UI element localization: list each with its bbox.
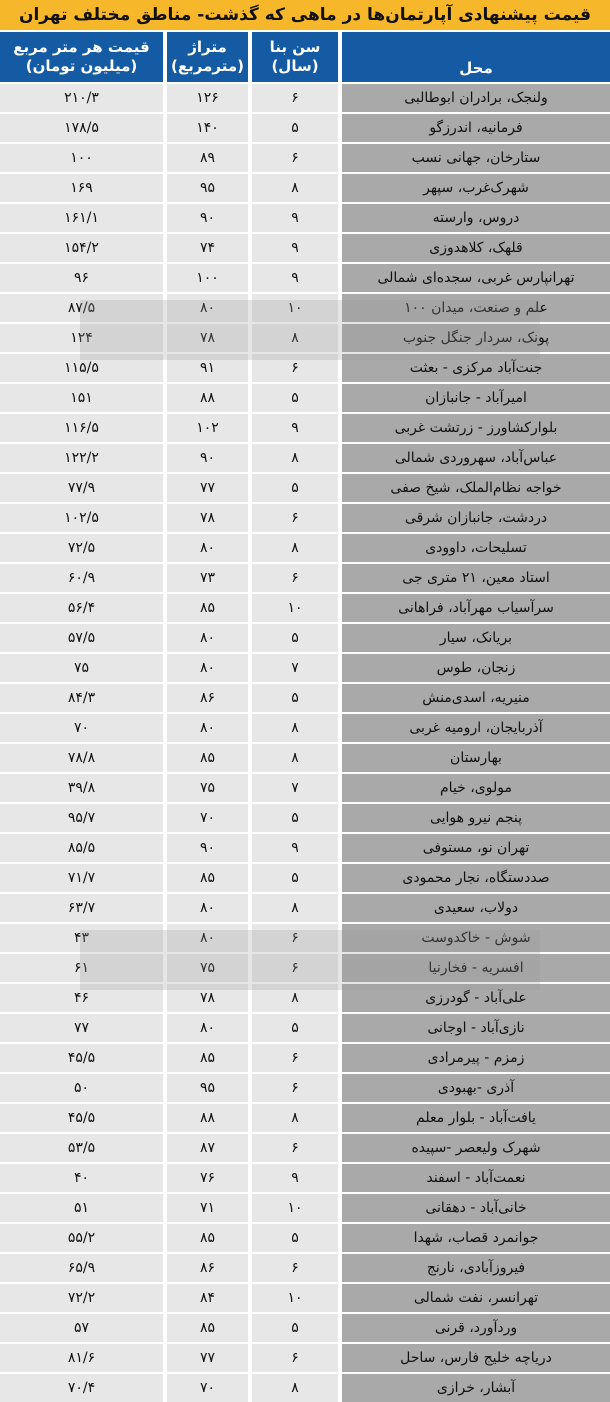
table-cell-age: ۵ bbox=[252, 1224, 338, 1252]
table-cell-area: ۸۷ bbox=[167, 1134, 248, 1162]
table-cell-price: ۷۰ bbox=[0, 714, 163, 742]
table-cell-location: تهرانسر، نفت شمالی bbox=[342, 1284, 610, 1312]
table-cell-price: ۸۵/۵ bbox=[0, 834, 163, 862]
table-cell-age: ۹ bbox=[252, 204, 338, 232]
table-cell-area: ۷۸ bbox=[167, 504, 248, 532]
table-cell-area: ۸۵ bbox=[167, 1044, 248, 1072]
table-cell-age: ۹ bbox=[252, 834, 338, 862]
table-cell-price: ۵۱ bbox=[0, 1194, 163, 1222]
header-age bbox=[252, 32, 338, 82]
table-cell-age: ۹ bbox=[252, 264, 338, 292]
table-cell-age: ۵ bbox=[252, 804, 338, 832]
table-cell-age: ۶ bbox=[252, 924, 338, 952]
table-cell-price: ۶۵/۹ bbox=[0, 1254, 163, 1282]
table-cell-age: ۸ bbox=[252, 444, 338, 472]
table-cell-age: ۶ bbox=[252, 1254, 338, 1282]
table-cell-price: ۱۵۴/۲ bbox=[0, 234, 163, 262]
table-cell-price: ۷۷ bbox=[0, 1014, 163, 1042]
table-cell-price: ۱۱۶/۵ bbox=[0, 414, 163, 442]
table-cell-location: قلهک، کلاهدوزی bbox=[342, 234, 610, 262]
table-cell-location: علم و صنعت، میدان ۱۰۰ bbox=[342, 294, 610, 322]
table-cell-price: ۵۷/۵ bbox=[0, 624, 163, 652]
table-cell-location: شهرک ولیعصر -سپیده bbox=[342, 1134, 610, 1162]
table-cell-price: ۷۲/۵ bbox=[0, 534, 163, 562]
table-cell-age: ۸ bbox=[252, 534, 338, 562]
table-cell-age: ۱۰ bbox=[252, 594, 338, 622]
table-cell-area: ۸۰ bbox=[167, 924, 248, 952]
table-cell-location: یافت‌آباد - بلوار معلم bbox=[342, 1104, 610, 1132]
table-cell-location: بهارستان bbox=[342, 744, 610, 772]
table-cell-location: مولوی، خیام bbox=[342, 774, 610, 802]
table-cell-price: ۷۵ bbox=[0, 654, 163, 682]
table-cell-area: ۱۰۲ bbox=[167, 414, 248, 442]
table-cell-age: ۵ bbox=[252, 384, 338, 412]
table-cell-location: آذربایجان، ارومیه غربی bbox=[342, 714, 610, 742]
table-cell-price: ۴۰ bbox=[0, 1164, 163, 1192]
table-cell-area: ۸۰ bbox=[167, 894, 248, 922]
table-cell-price: ۵۵/۲ bbox=[0, 1224, 163, 1252]
table-cell-area: ۷۱ bbox=[167, 1194, 248, 1222]
table-cell-price: ۱۵۱ bbox=[0, 384, 163, 412]
table-cell-location: استاد معین، ۲۱ متری جی bbox=[342, 564, 610, 592]
table-cell-area: ۸۵ bbox=[167, 744, 248, 772]
header-age-label: سن بنا bbox=[269, 38, 321, 56]
table-cell-area: ۷۴ bbox=[167, 234, 248, 262]
table-cell-age: ۱۰ bbox=[252, 294, 338, 322]
table-cell-area: ۷۷ bbox=[167, 474, 248, 502]
table-cell-price: ۴۵/۵ bbox=[0, 1044, 163, 1072]
table-cell-area: ۸۰ bbox=[167, 714, 248, 742]
table-cell-location: بلوارکشاورز - زرتشت غربی bbox=[342, 414, 610, 442]
table-cell-area: ۹۵ bbox=[167, 1074, 248, 1102]
table-cell-location: زنجان، طوس bbox=[342, 654, 610, 682]
table-cell-price: ۸۷/۵ bbox=[0, 294, 163, 322]
header-area bbox=[167, 32, 248, 82]
table-cell-price: ۲۱۰/۳ bbox=[0, 84, 163, 112]
table-cell-area: ۸۵ bbox=[167, 1314, 248, 1342]
table-cell-age: ۹ bbox=[252, 1164, 338, 1192]
table-cell-age: ۶ bbox=[252, 504, 338, 532]
table-cell-price: ۹۵/۷ bbox=[0, 804, 163, 832]
table-cell-age: ۶ bbox=[252, 564, 338, 592]
table-cell-location: علی‌آباد - گودرزی bbox=[342, 984, 610, 1012]
table-cell-price: ۴۶ bbox=[0, 984, 163, 1012]
table-cell-area: ۹۰ bbox=[167, 834, 248, 862]
table-cell-price: ۷۲/۲ bbox=[0, 1284, 163, 1312]
table-cell-area: ۱۴۰ bbox=[167, 114, 248, 142]
table-cell-age: ۶ bbox=[252, 1044, 338, 1072]
table-cell-location: بریانک، سیار bbox=[342, 624, 610, 652]
table-cell-age: ۶ bbox=[252, 1134, 338, 1162]
table-cell-area: ۷۸ bbox=[167, 984, 248, 1012]
table-cell-location: خواجه نظام‌الملک، شیخ صفی bbox=[342, 474, 610, 502]
table-cell-location: زمزم - پیرمرادی bbox=[342, 1044, 610, 1072]
table-cell-price: ۴۵/۵ bbox=[0, 1104, 163, 1132]
table-cell-price: ۱۱۵/۵ bbox=[0, 354, 163, 382]
table-cell-area: ۸۵ bbox=[167, 1224, 248, 1252]
table-cell-age: ۸ bbox=[252, 894, 338, 922]
table-cell-area: ۷۸ bbox=[167, 324, 248, 352]
table-cell-area: ۸۵ bbox=[167, 864, 248, 892]
table-cell-price: ۵۶/۴ bbox=[0, 594, 163, 622]
table-cell-location: جوانمرد قصاب، شهدا bbox=[342, 1224, 610, 1252]
table-cell-age: ۵ bbox=[252, 1014, 338, 1042]
table-cell-age: ۵ bbox=[252, 1314, 338, 1342]
table-cell-location: منیریه، اسدی‌منش bbox=[342, 684, 610, 712]
table-cell-area: ۷۵ bbox=[167, 954, 248, 982]
table-cell-location: امیرآباد - جانبازان bbox=[342, 384, 610, 412]
table-cell-location: تهران نو، مستوفی bbox=[342, 834, 610, 862]
table-cell-age: ۸ bbox=[252, 714, 338, 742]
header-area-label: متراژ bbox=[188, 38, 227, 56]
table-cell-price: ۱۶۱/۱ bbox=[0, 204, 163, 232]
price-table bbox=[0, 32, 610, 1402]
table-cell-area: ۹۵ bbox=[167, 174, 248, 202]
table-cell-area: ۱۲۶ bbox=[167, 84, 248, 112]
table-cell-area: ۸۴ bbox=[167, 1284, 248, 1312]
table-cell-location: فرمانیه، اندرزگو bbox=[342, 114, 610, 142]
table-cell-location: تهرانپارس غربی، سجده‌ای شمالی bbox=[342, 264, 610, 292]
table-cell-price: ۱۰۰ bbox=[0, 144, 163, 172]
table-cell-area: ۷۰ bbox=[167, 804, 248, 832]
table-cell-location: افسریه - فخارنیا bbox=[342, 954, 610, 982]
table-cell-area: ۸۸ bbox=[167, 384, 248, 412]
table-cell-area: ۱۰۰ bbox=[167, 264, 248, 292]
table-cell-price: ۵۰ bbox=[0, 1074, 163, 1102]
table-cell-price: ۶۳/۷ bbox=[0, 894, 163, 922]
table-cell-area: ۷۷ bbox=[167, 1344, 248, 1372]
table-cell-age: ۵ bbox=[252, 474, 338, 502]
header-price-label: قیمت هر متر مربع bbox=[13, 38, 150, 56]
table-cell-age: ۵ bbox=[252, 114, 338, 142]
table-cell-location: دولاب، سعیدی bbox=[342, 894, 610, 922]
table-cell-area: ۸۰ bbox=[167, 1014, 248, 1042]
table-cell-price: ۱۶۹ bbox=[0, 174, 163, 202]
table-cell-age: ۸ bbox=[252, 174, 338, 202]
table-cell-age: ۸ bbox=[252, 1104, 338, 1132]
table-cell-location: شوش - خاکدوست bbox=[342, 924, 610, 952]
table-cell-location: جنت‌آباد مرکزی - بعثت bbox=[342, 354, 610, 382]
table-cell-price: ۷۷/۹ bbox=[0, 474, 163, 502]
table-cell-area: ۸۰ bbox=[167, 624, 248, 652]
table-cell-location: دردشت، جانبازان شرقی bbox=[342, 504, 610, 532]
table-cell-area: ۷۰ bbox=[167, 1374, 248, 1402]
table-cell-location: ولنجک، برادران ابوطالبی bbox=[342, 84, 610, 112]
table-cell-price: ۸۴/۳ bbox=[0, 684, 163, 712]
table-cell-location: نازی‌آباد - اوجانی bbox=[342, 1014, 610, 1042]
table-cell-age: ۸ bbox=[252, 744, 338, 772]
table-cell-price: ۵۳/۵ bbox=[0, 1134, 163, 1162]
table-cell-area: ۹۱ bbox=[167, 354, 248, 382]
header-location bbox=[342, 32, 610, 82]
table-cell-area: ۸۶ bbox=[167, 684, 248, 712]
table-cell-price: ۹۶ bbox=[0, 264, 163, 292]
table-cell-price: ۴۳ bbox=[0, 924, 163, 952]
table-cell-price: ۷۱/۷ bbox=[0, 864, 163, 892]
table-cell-area: ۹۰ bbox=[167, 204, 248, 232]
table-cell-age: ۵ bbox=[252, 684, 338, 712]
table-cell-age: ۱۰ bbox=[252, 1194, 338, 1222]
table-cell-area: ۸۵ bbox=[167, 594, 248, 622]
table-cell-location: آبشار، خرازی bbox=[342, 1374, 610, 1402]
table-cell-location: وردآورد، قرنی bbox=[342, 1314, 610, 1342]
table-cell-age: ۶ bbox=[252, 1344, 338, 1372]
table-cell-price: ۱۷۸/۵ bbox=[0, 114, 163, 142]
table-cell-age: ۹ bbox=[252, 414, 338, 442]
header-price-unit: (میلیون تومان) bbox=[25, 57, 138, 75]
table-cell-price: ۷۰/۴ bbox=[0, 1374, 163, 1402]
table-cell-age: ۸ bbox=[252, 984, 338, 1012]
table-title: قیمت پیشنهادی آپارتمان‌ها در ماهی که گذشت- مناطق مختلف تهران bbox=[0, 0, 610, 32]
table-cell-area: ۸۰ bbox=[167, 294, 248, 322]
header-location-label: محل bbox=[459, 59, 493, 77]
table-cell-location: نعمت‌آباد - اسفند bbox=[342, 1164, 610, 1192]
table-cell-age: ۵ bbox=[252, 864, 338, 892]
table-cell-age: ۶ bbox=[252, 1074, 338, 1102]
table-cell-area: ۸۹ bbox=[167, 144, 248, 172]
table-cell-price: ۱۰۲/۵ bbox=[0, 504, 163, 532]
table-cell-price: ۳۹/۸ bbox=[0, 774, 163, 802]
table-cell-location: دروس، وارسته bbox=[342, 204, 610, 232]
table-cell-age: ۸ bbox=[252, 324, 338, 352]
table-cell-location: عباس‌آباد، سهروردی شمالی bbox=[342, 444, 610, 472]
table-cell-location: تسلیحات، داوودی bbox=[342, 534, 610, 562]
table-cell-location: صددستگاه، نجار محمودی bbox=[342, 864, 610, 892]
header-age-unit: (سال) bbox=[271, 57, 319, 75]
table-cell-age: ۶ bbox=[252, 84, 338, 112]
table-cell-age: ۱۰ bbox=[252, 1284, 338, 1312]
table-cell-price: ۷۸/۸ bbox=[0, 744, 163, 772]
table-cell-location: فیروزآبادی، نارنج bbox=[342, 1254, 610, 1282]
table-cell-price: ۱۲۲/۲ bbox=[0, 444, 163, 472]
table-cell-age: ۶ bbox=[252, 144, 338, 172]
table-cell-age: ۷ bbox=[252, 654, 338, 682]
header-price bbox=[0, 32, 163, 82]
table-cell-area: ۸۰ bbox=[167, 654, 248, 682]
table-cell-area: ۷۶ bbox=[167, 1164, 248, 1192]
table-cell-price: ۱۲۴ bbox=[0, 324, 163, 352]
table-cell-age: ۶ bbox=[252, 354, 338, 382]
table-cell-location: شهرک‌غرب، سپهر bbox=[342, 174, 610, 202]
table-cell-area: ۹۰ bbox=[167, 444, 248, 472]
table-cell-location: خانی‌آباد - دهقانی bbox=[342, 1194, 610, 1222]
table-cell-location: ستارخان، جهانی نسب bbox=[342, 144, 610, 172]
table-cell-area: ۸۸ bbox=[167, 1104, 248, 1132]
table-cell-age: ۹ bbox=[252, 234, 338, 262]
table-cell-location: سرآسیاب مهرآباد، فراهانی bbox=[342, 594, 610, 622]
table-cell-age: ۸ bbox=[252, 1374, 338, 1402]
table-cell-age: ۵ bbox=[252, 624, 338, 652]
table-cell-area: ۷۳ bbox=[167, 564, 248, 592]
table-cell-price: ۵۷ bbox=[0, 1314, 163, 1342]
table-cell-price: ۶۰/۹ bbox=[0, 564, 163, 592]
table-cell-price: ۶۱ bbox=[0, 954, 163, 982]
table-cell-age: ۶ bbox=[252, 954, 338, 982]
table-cell-area: ۸۰ bbox=[167, 534, 248, 562]
table-cell-area: ۷۵ bbox=[167, 774, 248, 802]
table-cell-area: ۸۶ bbox=[167, 1254, 248, 1282]
header-area-unit: (مترمربع) bbox=[171, 57, 244, 75]
table-cell-price: ۸۱/۶ bbox=[0, 1344, 163, 1372]
table-cell-age: ۷ bbox=[252, 774, 338, 802]
table-cell-location: دریاچه خلیج فارس، ساحل bbox=[342, 1344, 610, 1372]
table-cell-location: پنجم نیرو هوایی bbox=[342, 804, 610, 832]
table-cell-location: پونک، سردار جنگل جنوب bbox=[342, 324, 610, 352]
table-cell-location: آذری -بهبودی bbox=[342, 1074, 610, 1102]
